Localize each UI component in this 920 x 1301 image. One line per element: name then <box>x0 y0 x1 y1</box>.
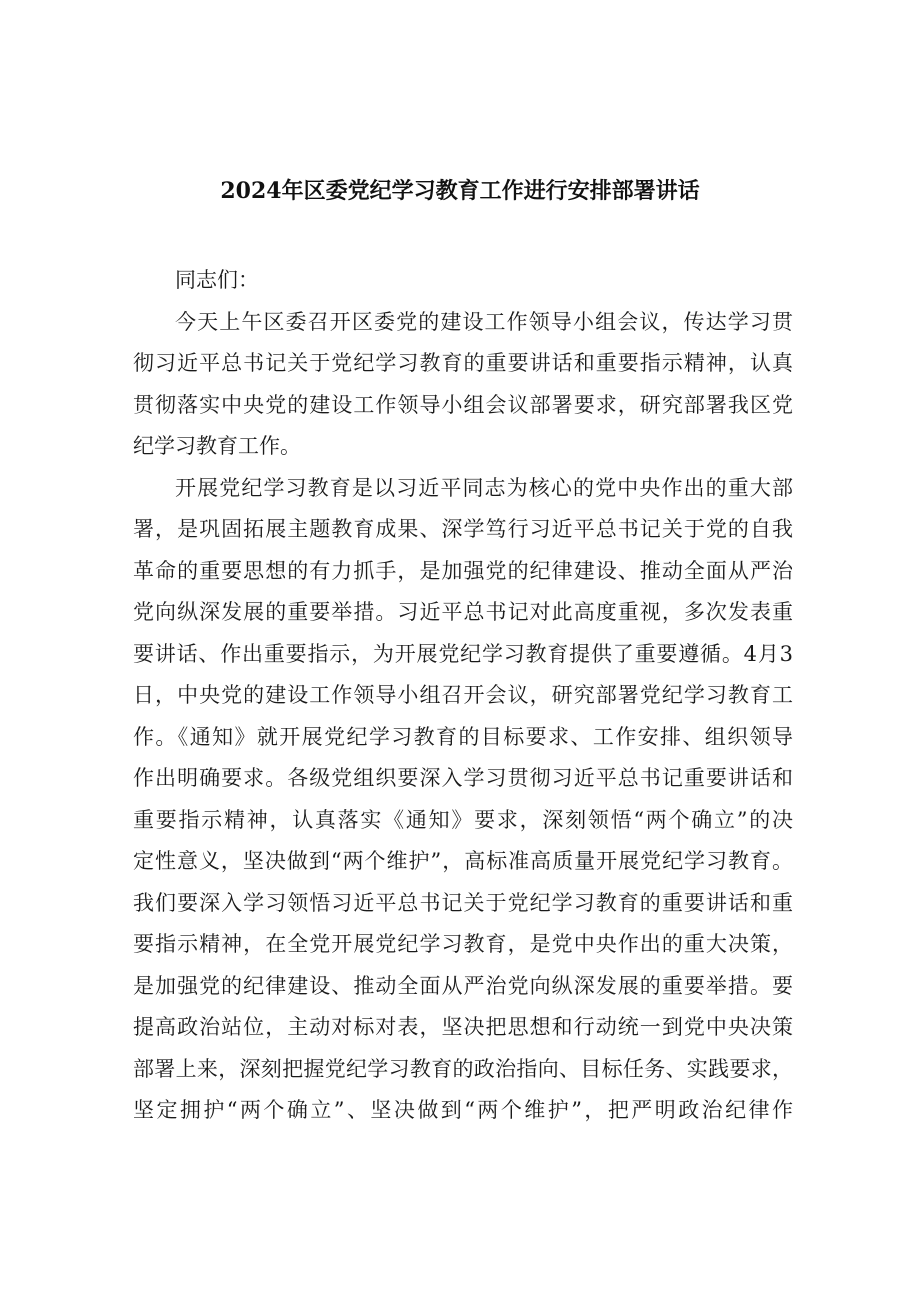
paragraph-line: 日，中央党的建设工作领导小组召开会议，研究部署党纪学习教育工 <box>133 683 793 707</box>
paragraph-line: 党向纵深发展的重要举措。习近平总书记对此高度重视，多次发表重 <box>133 600 793 624</box>
salutation: 同志们： <box>175 268 259 292</box>
paragraph-line: 今天上午区委召开区委党的建设工作领导小组会议，传达学习贯 <box>175 309 793 334</box>
paragraph-line: 署，是巩固拓展主题教育成果、深学笃行习近平总书记关于党的自我 <box>133 517 793 541</box>
paragraph-line: 坚定拥护“两个确立”、坚决做到“两个维护”，把严明政治纪律作 <box>133 1098 793 1122</box>
paragraph-line: 革命的重要思想的有力抓手，是加强党的纪律建设、推动全面从严治 <box>133 558 793 583</box>
paragraph-line: 要讲话、作出重要指示，为开展党纪学习教育提供了重要遵循。4月3 <box>133 641 793 666</box>
paragraph-line: 作出明确要求。各级党组织要深入学习贯彻习近平总书记重要讲话和 <box>133 766 793 790</box>
paragraph-line: 部署上来，深刻把握党纪学习教育的政治指向、目标任务、实践要求， <box>133 1056 793 1081</box>
paragraph-line: 贯彻落实中央党的建设工作领导小组会议部署要求，研究部署我区党 <box>133 392 793 417</box>
paragraph-line: 作。《通知》就开展党纪学习教育的目标要求、工作安排、组织领导 <box>133 724 793 749</box>
document-title: 2024年区委党纪学习教育工作进行安排部署讲话 <box>220 178 700 204</box>
paragraph-line: 提高政治站位，主动对标对表，坚决把思想和行动统一到党中央决策 <box>133 1015 793 1039</box>
paragraph-line: 是加强党的纪律建设、推动全面从严治党向纵深发展的重要举措。要 <box>133 973 793 998</box>
document-body <box>133 260 793 1132</box>
paragraph-line: 纪学习教育工作。 <box>133 434 301 458</box>
paragraph-2 <box>133 468 793 1132</box>
paragraph-line: 开展党纪学习教育是以习近平同志为核心的党中央作出的重大部 <box>175 475 793 500</box>
paragraph-line: 定性意义，坚决做到“两个维护”，高标准高质量开展党纪学习教育。 <box>133 849 793 873</box>
paragraph-line: 我们要深入学习领悟习近平总书记关于党纪学习教育的重要讲话和重 <box>133 890 793 915</box>
paragraph-line: 要指示精神，在全党开展党纪学习教育，是党中央作出的重大决策， <box>133 932 793 956</box>
paragraph-line: 彻习近平总书记关于党纪学习教育的重要讲话和重要指示精神，认真 <box>133 351 793 375</box>
paragraph-1 <box>133 302 793 468</box>
paragraph-line: 重要指示精神，认真落实《通知》要求，深刻领悟“两个确立”的决 <box>133 807 793 832</box>
